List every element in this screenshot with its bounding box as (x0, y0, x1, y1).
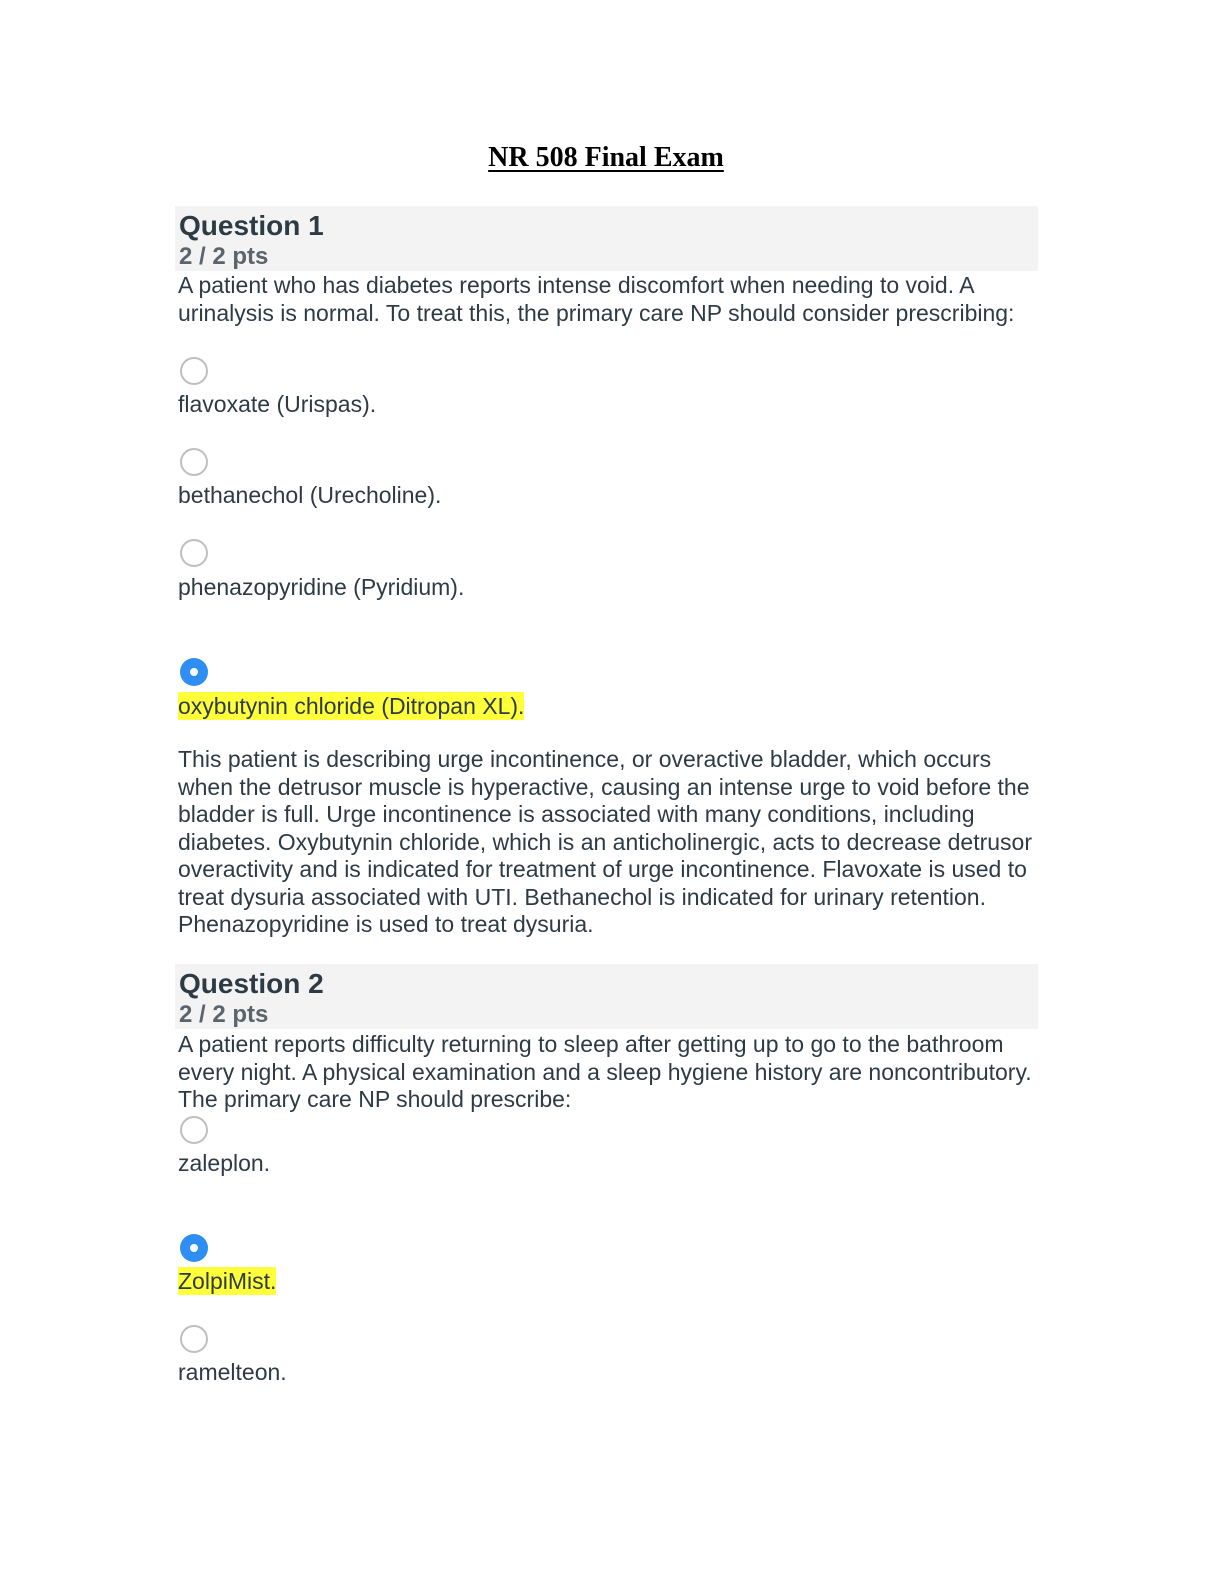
question-1-answer-3-radio[interactable] (180, 539, 208, 567)
question-1-answer-4-label: oxybutynin chloride (Ditropan XL). (178, 693, 525, 719)
question-1-title: Question 1 (179, 210, 324, 241)
document-title: NR 508 Final Exam (488, 142, 724, 173)
question-2-answer-1-radio[interactable] (180, 1116, 208, 1144)
question-1-points: 2 / 2 pts (179, 243, 269, 270)
question-1-answer-2-radio[interactable] (180, 448, 208, 476)
question-1-text: A patient who has diabetes reports intense discomfort when needing to void. A urinalysis is normal. To treat this, the primary care NP should consider prescribing: (178, 272, 1015, 326)
question-1-answer-4-radio-selected[interactable] (180, 658, 208, 686)
question-2-answer-2-label: ZolpiMist. (178, 1268, 277, 1294)
question-1-answer-3-label: phenazopyridine (Pyridium). (178, 574, 465, 600)
question-1-explanation: This patient is describing urge incontinence, or overactive bladder, which occurs when the detrusor muscle is hyperactive, causing an intense urge to void before the bladder is full. Urge incontinence is associated with many conditions, including diabetes. Oxybutynin chloride, which is an anticholinergic, acts to decrease detrusor overactivity and is indicated for treatment of urge incontinence. Flavoxate is used to treat dysuria associated with UTI. Bethanechol is indicated for urinary retention. Phenazopyridine is used to treat dysuria. (178, 746, 1033, 937)
question-2-answer-3-label: ramelteon. (178, 1359, 287, 1385)
question-2-points: 2 / 2 pts (179, 1001, 269, 1028)
question-2-header (175, 964, 1038, 1029)
question-2-title: Question 2 (179, 968, 324, 999)
question-2-answer-2-radio-selected[interactable] (180, 1234, 208, 1262)
question-1-header (175, 206, 1038, 271)
question-2-text: A patient reports difficulty returning to sleep after getting up to go to the bathroom every night. A physical examination and a sleep hygiene history are noncontributory. The primary care NP should prescribe: (178, 1031, 1032, 1112)
question-2-answer-3-radio[interactable] (180, 1325, 208, 1353)
question-1-answer-1-label: flavoxate (Urispas). (178, 391, 377, 417)
question-1-answer-2-label: bethanechol (Urecholine). (178, 482, 442, 508)
question-2-answer-1-label: zaleplon. (178, 1150, 271, 1176)
question-1-answer-1-radio[interactable] (180, 357, 208, 385)
